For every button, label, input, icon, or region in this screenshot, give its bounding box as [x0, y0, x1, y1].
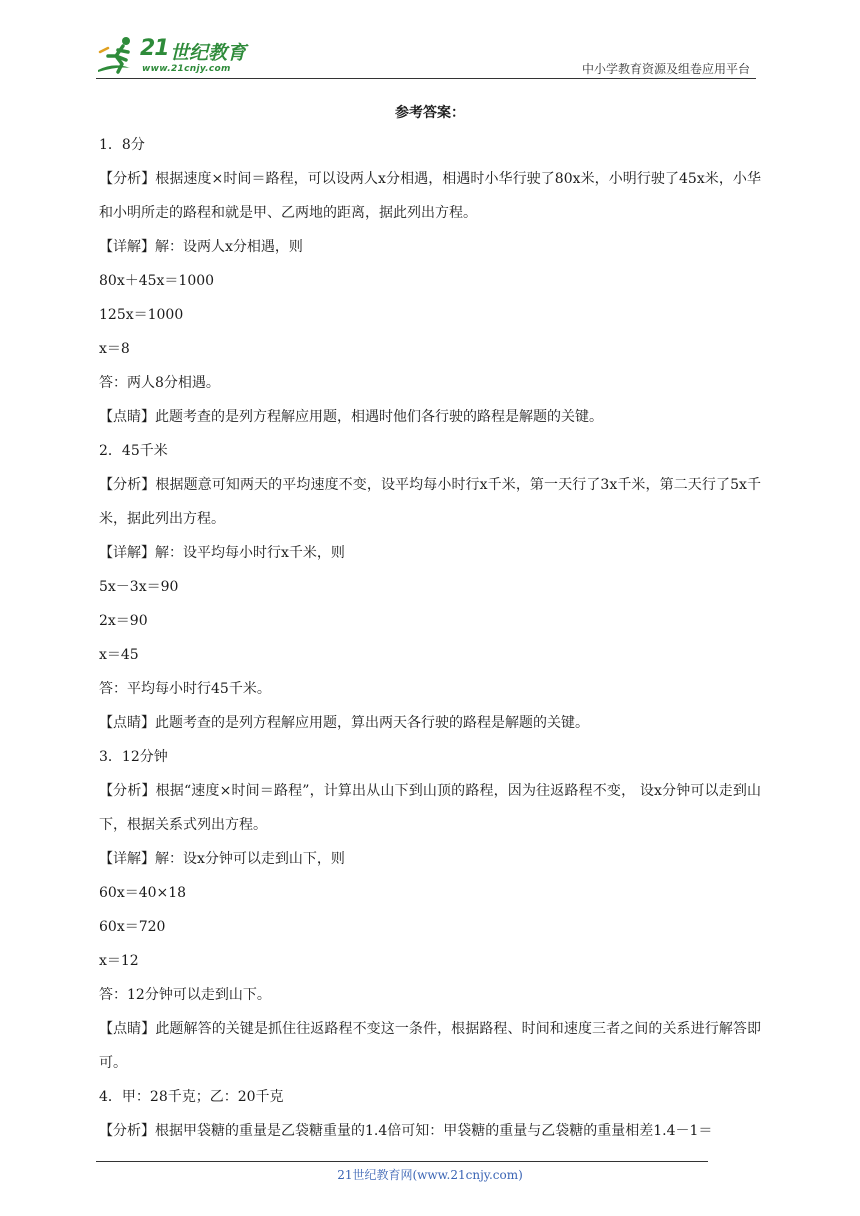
- text-line: 1．8分: [99, 137, 145, 153]
- page-header: [96, 30, 756, 78]
- text-line: 【详解】解：设两人x分相遇，则: [99, 239, 303, 255]
- text-line: 【分析】根据“速度×时间＝路程”，计算出从山下到山顶的路程，因为往返路程不变， 设x分钟可以走到山下，根据关系式列出方程。: [99, 783, 761, 833]
- platform-name: 中小学教育资源及组卷应用平台: [581, 62, 750, 76]
- text-line: 答：两人8分相遇。: [99, 375, 220, 391]
- logo-url: www.21cnjy.com: [142, 64, 231, 74]
- text-line: 5x－3x＝90: [99, 579, 179, 595]
- text-line: 125x＝1000: [99, 307, 184, 323]
- logo-number: 21: [140, 36, 169, 61]
- text-line: 答：12分钟可以走到山下。: [99, 987, 271, 1003]
- text-line: 60x＝720: [99, 919, 166, 935]
- text-line: 【分析】根据甲袋糖的重量是乙袋糖重量的1.4倍可知：甲袋糖的重量与乙袋糖的重量相差1.4－1＝: [99, 1123, 713, 1139]
- header-divider: [96, 78, 756, 79]
- text-line: 80x＋45x＝1000: [99, 273, 215, 289]
- logo: [96, 34, 266, 78]
- answer-content: [99, 128, 761, 1148]
- text-line: 2．45千米: [99, 443, 168, 459]
- text-line: 【分析】根据题意可知两天的平均速度不变，设平均每小时行x千米，第一天行了3x千米，第二天行了5x千米，据此列出方程。: [99, 477, 761, 527]
- text-line: 4．甲：28千克；乙：20千克: [99, 1089, 284, 1105]
- text-line: 60x＝40×18: [99, 885, 187, 901]
- text-line: 3．12分钟: [99, 749, 168, 765]
- footer-link[interactable]: 21世纪教育网(www.21cnjy.com): [337, 1168, 523, 1182]
- text-line: 【详解】解：设平均每小时行x千米，则: [99, 545, 345, 561]
- text-line: x＝8: [99, 341, 130, 357]
- text-line: 【点睛】此题解答的关键是抓住往返路程不变这一条件，根据路程、时间和速度三者之间的关系进行解答即可。: [99, 1021, 761, 1071]
- text-line: x＝12: [99, 953, 139, 969]
- page-title: 参考答案：: [395, 105, 465, 121]
- text-line: 【详解】解：设x分钟可以走到山下，则: [99, 851, 345, 867]
- logo-text: 世纪教育: [170, 42, 247, 64]
- text-line: x＝45: [99, 647, 139, 663]
- footer-divider: [96, 1161, 708, 1162]
- text-line: 【点睛】此题考查的是列方程解应用题，算出两天各行驶的路程是解题的关键。: [99, 715, 589, 731]
- text-line: 答：平均每小时行45千米。: [99, 681, 271, 697]
- text-line: 【分析】根据速度×时间＝路程，可以设两人x分相遇，相遇时小华行驶了80x米，小明行驶了45x米，小华和小明所走的路程和就是甲、乙两地的距离，据此列出方程。: [99, 171, 761, 221]
- runner-logo-icon: [96, 34, 142, 76]
- text-line: 2x＝90: [99, 613, 148, 629]
- text-line: 【点睛】此题考查的是列方程解应用题，相遇时他们各行驶的路程是解题的关键。: [99, 409, 603, 425]
